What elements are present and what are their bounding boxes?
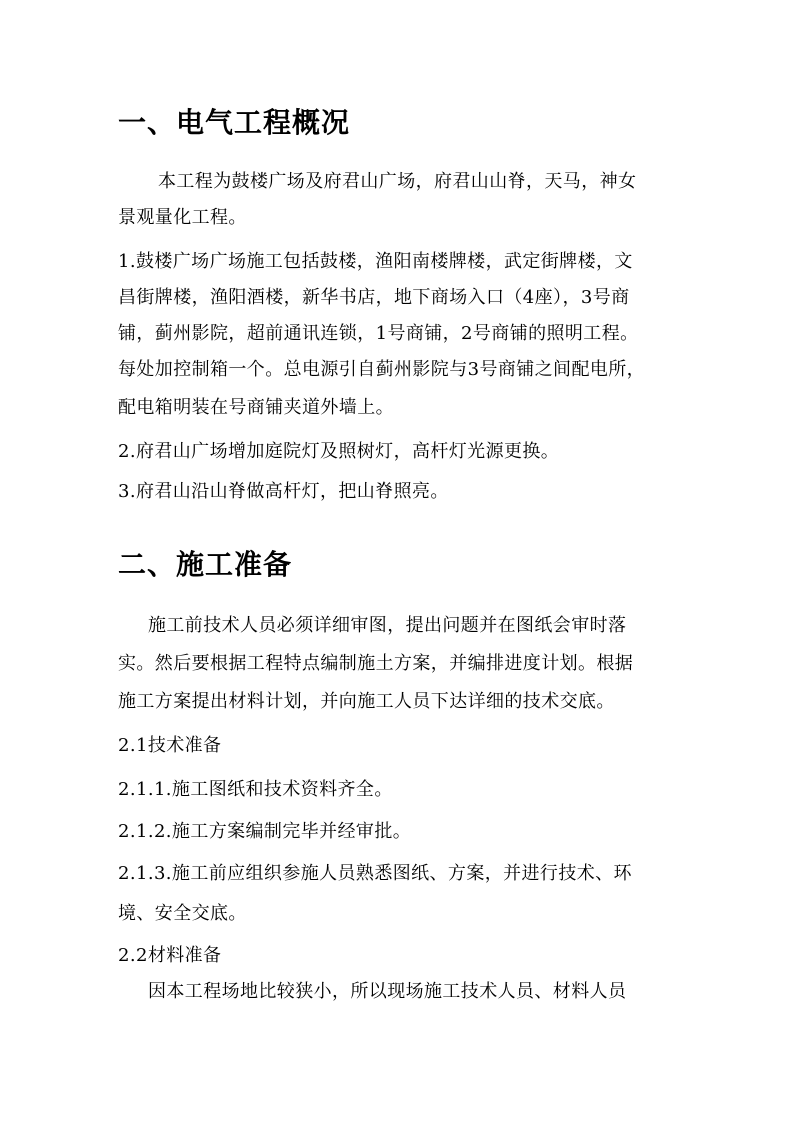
paragraph-line: 本工程为鼓楼广场及府君山广场，府君山山脊，天马，神女 bbox=[158, 171, 637, 192]
list-item-line: 2.府君山广场增加庭院灯及照树灯，高杆灯光源更换。 bbox=[118, 441, 560, 462]
list-item-line: 每处加控制箱一个。总电源引自蓟州影院与3号商铺之间配电所， bbox=[118, 359, 646, 380]
paragraph-line: 因本工程场地比较狭小，所以现场施工技术人员、材料人员 bbox=[148, 981, 627, 1002]
paragraph-line: 施工前技术人员必须详细审图，提出问题并在图纸会审时落 bbox=[148, 615, 627, 636]
list-item-line: 2.1.1.施工图纸和技术资料齐全。 bbox=[118, 779, 393, 800]
paragraph-line: 景观量化工程。 bbox=[118, 207, 247, 228]
subsection-title: 2.1技术准备 bbox=[118, 735, 222, 756]
list-item-line: 配电箱明装在号商铺夹道外墙上。 bbox=[118, 397, 394, 418]
list-item-line: 昌街牌楼，渔阳酒楼，新华书店，地下商场入口（4座），3号商 bbox=[118, 287, 630, 308]
list-item-line: 2.1.3.施工前应组织参施人员熟悉图纸、方案，并进行技术、环 bbox=[118, 863, 632, 884]
subsection-title: 2.2材料准备 bbox=[118, 945, 222, 966]
list-item-line: 3.府君山沿山脊做高杆灯，把山脊照亮。 bbox=[118, 481, 449, 502]
paragraph-line: 实。然后要根据工程特点编制施土方案，并编排进度计划。根据 bbox=[118, 653, 634, 674]
list-item-line: 境、安全交底。 bbox=[118, 903, 247, 924]
list-item-line: 1.鼓楼广场广场施工包括鼓楼，渔阳南楼牌楼，武定街牌楼，文 bbox=[118, 251, 633, 272]
list-item-line: 2.1.2.施工方案编制完毕并经审批。 bbox=[118, 821, 412, 842]
section-heading-electrical-overview: 一、电气工程概况 bbox=[118, 106, 351, 139]
section-heading-construction-preparation: 二、施工准备 bbox=[118, 548, 293, 581]
list-item-line: 铺，蓟州影院，超前通讯连锁，1号商铺，2号商铺的照明工程。 bbox=[118, 323, 639, 344]
paragraph-line: 施工方案提出材料计划，并向施工人员下达详细的技术交底。 bbox=[118, 691, 615, 712]
